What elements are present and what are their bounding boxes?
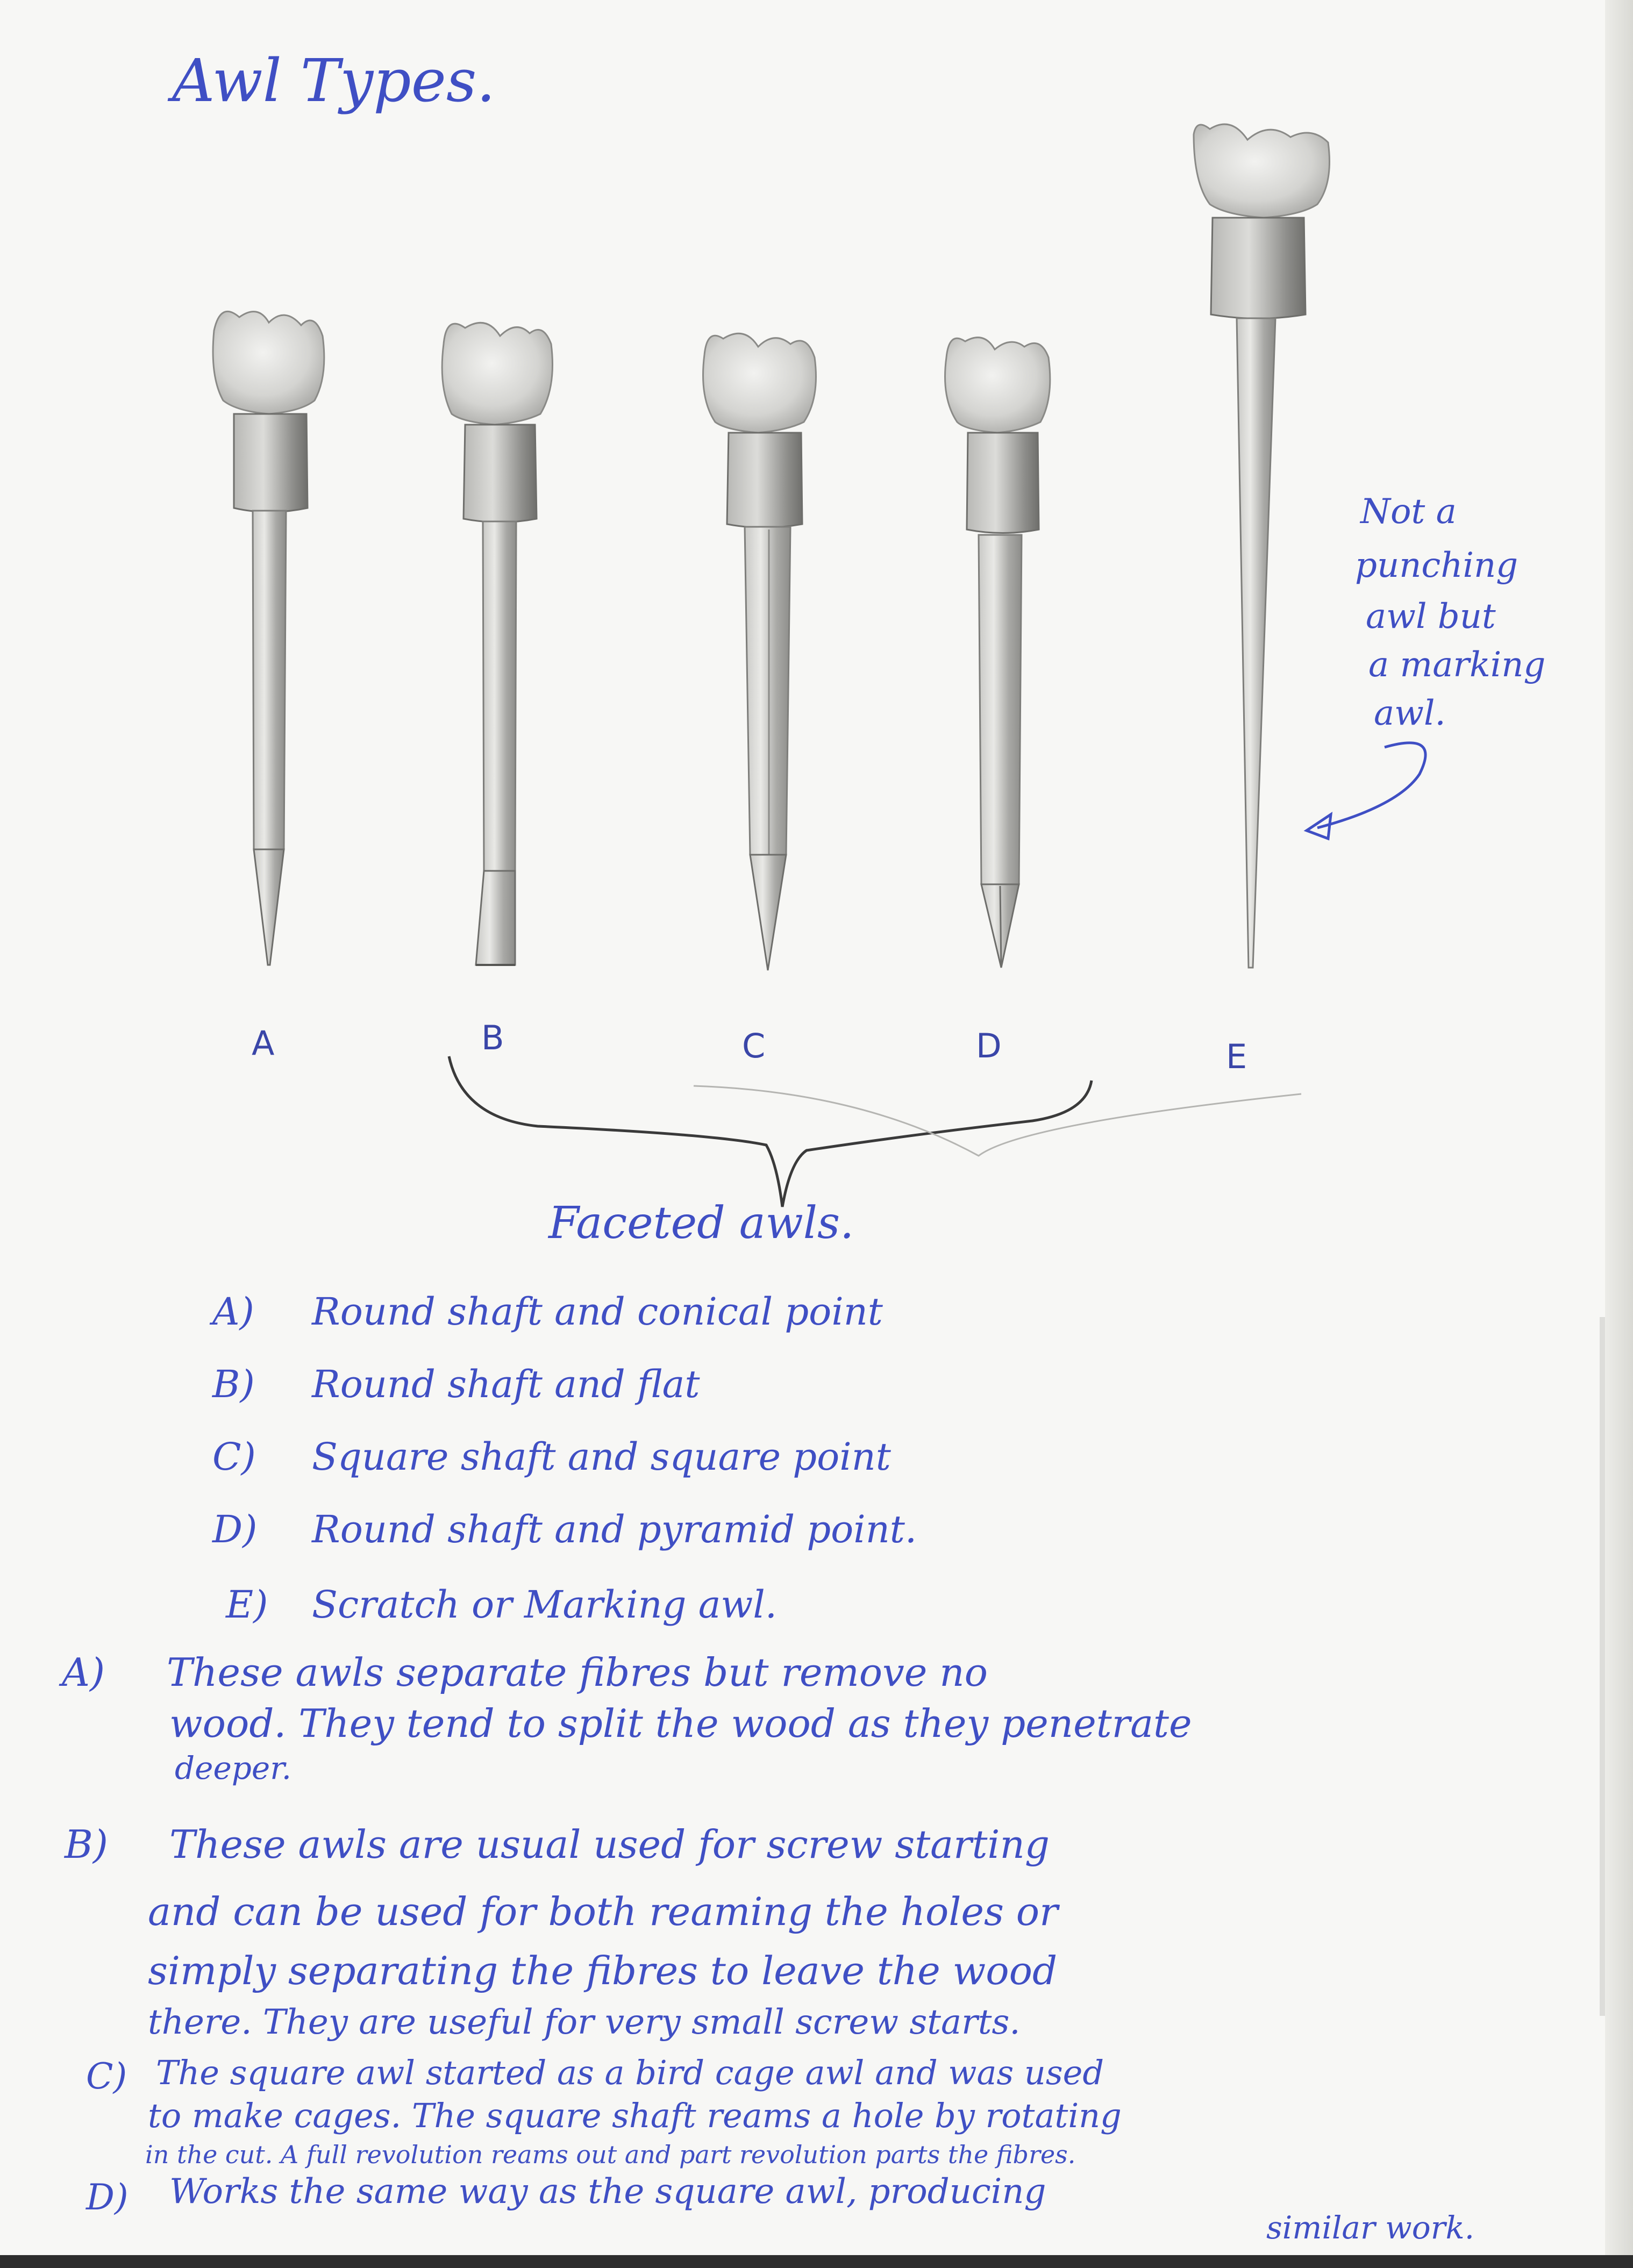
note-d-line: Works the same way as the square awl, producing <box>169 2172 1046 2212</box>
note-c-line: The square awl started as a bird cage awl and was used <box>156 2053 1104 2092</box>
note-b-line: there. They are useful for very small screw starts. <box>148 2002 1021 2042</box>
note-a-line: wood. They tend to split the wood as they penetrate <box>169 1701 1192 1746</box>
page-bottom-edge <box>0 2255 1633 2268</box>
list-key-e: E) <box>226 1583 268 1627</box>
list-text-b: Round shaft and flat <box>312 1362 700 1406</box>
note-c-line: in the cut. A full revolution reams out and part revolution parts the fibres. <box>145 2140 1076 2169</box>
side-note-line: awl. <box>1374 693 1446 733</box>
note-b-line: These awls are usual used for screw starting <box>169 1822 1050 1867</box>
side-note-line: Not a <box>1360 492 1457 532</box>
note-key-d: D) <box>86 2177 129 2218</box>
note-a-line: deeper. <box>175 1750 292 1786</box>
note-key-a: A) <box>62 1650 105 1695</box>
note-key-b: B) <box>65 1822 108 1867</box>
awl-e-drawing <box>1194 124 1330 968</box>
side-note-line: a marking <box>1368 645 1546 685</box>
awl-label-d: D <box>976 1026 1002 1065</box>
awl-a-drawing <box>213 311 324 965</box>
faceted-awls-label: Faceted awls. <box>548 1198 854 1249</box>
list-key-c: C) <box>212 1435 256 1479</box>
side-note-arrow <box>1317 743 1425 828</box>
list-text-c: Square shaft and square point <box>312 1435 891 1479</box>
list-key-a: A) <box>212 1290 254 1334</box>
awl-c-drawing <box>703 333 816 970</box>
note-a-line: These awls separate fibres but remove no <box>167 1650 988 1695</box>
note-b-line: and can be used for both reaming the holes or <box>148 1889 1058 1934</box>
note-key-c: C) <box>86 2056 127 2097</box>
note-b-line: simply separating the fibres to leave the wood <box>148 1948 1058 1993</box>
list-key-d: D) <box>212 1507 258 1551</box>
note-d-line: similar work. <box>1266 2209 1475 2246</box>
side-note-line: awl but <box>1366 597 1496 636</box>
awl-label-e: E <box>1226 1037 1247 1076</box>
list-text-d: Round shaft and pyramid point. <box>312 1507 917 1551</box>
awl-label-c: C <box>742 1026 766 1065</box>
faceted-brace <box>449 1056 1092 1207</box>
side-note-line: punching <box>1355 546 1518 585</box>
awl-label-a: A <box>252 1024 275 1063</box>
list-key-b: B) <box>212 1362 255 1406</box>
note-c-line: to make cages. The square shaft reams a hole by rotating <box>148 2096 1122 2135</box>
awl-d-drawing <box>945 338 1050 968</box>
list-text-a: Round shaft and conical point <box>312 1290 883 1334</box>
awl-label-b: B <box>481 1018 504 1057</box>
list-text-e: Scratch or Marking awl. <box>312 1583 777 1627</box>
page-title: Awl Types. <box>172 46 496 115</box>
awl-b-drawing <box>442 323 552 965</box>
